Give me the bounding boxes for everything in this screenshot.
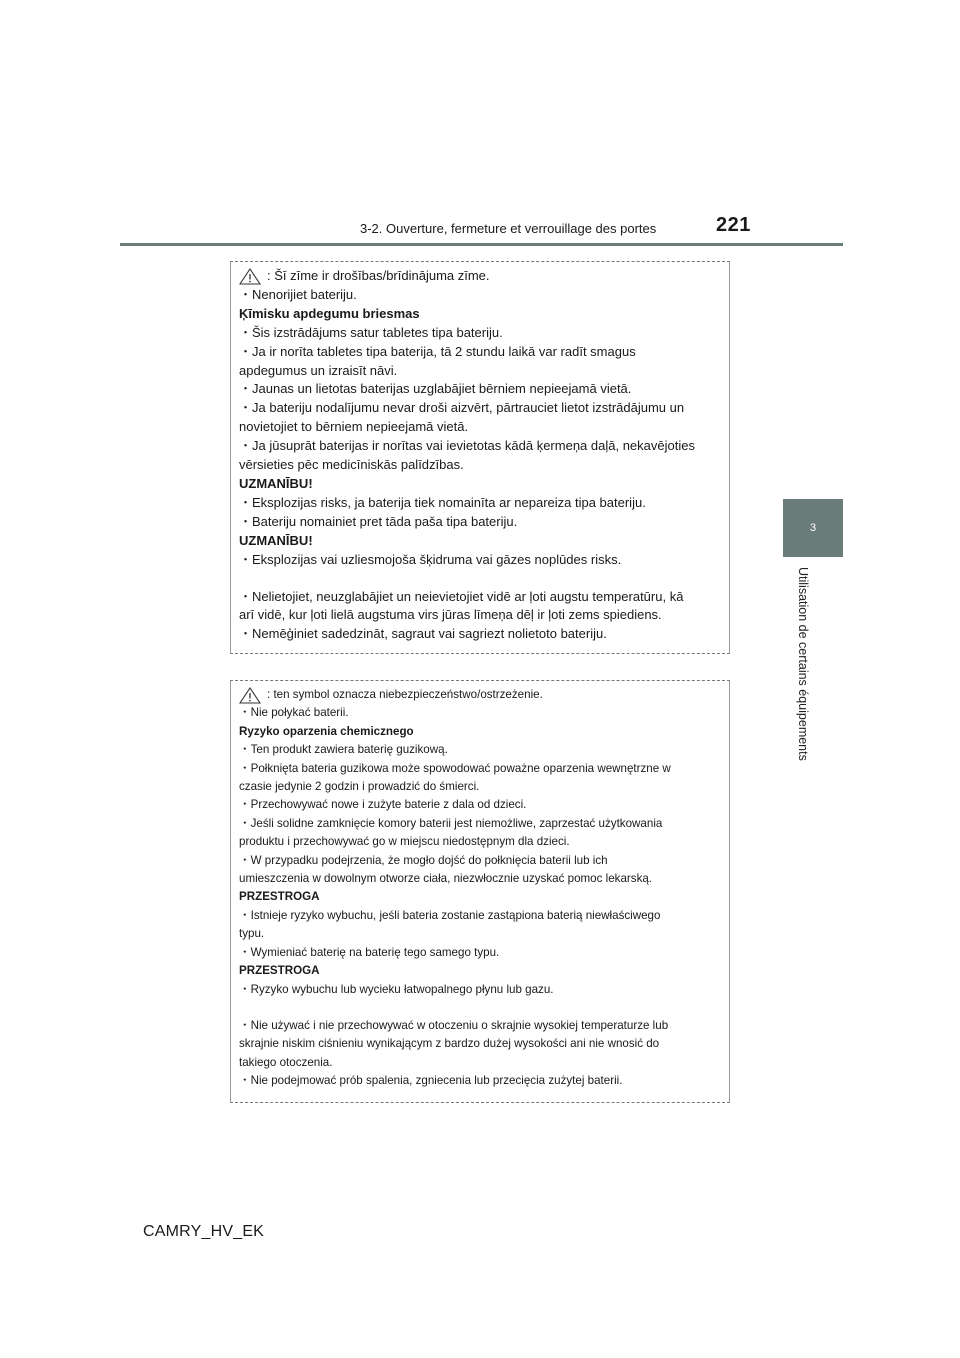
warning-intro-row — [239, 686, 721, 704]
warning-line: vērsieties pēc medicīniskās palīdzības. — [239, 457, 464, 473]
warning-line: apdegumus un izraisīt nāvi. — [239, 362, 398, 378]
warning-intro-text: : Šī zīme ir drošības/brīdinājuma zīme. — [267, 268, 490, 283]
warning-triangle-icon — [239, 268, 261, 285]
warning-line: produktu i przechowywać go w miejscu niedostępnym dla dzieci. — [239, 835, 570, 849]
warning-line: ・Jeśli solidne zamknięcie komory baterii jest niemożliwe, zaprzestać użytkowania — [239, 816, 663, 830]
warning-line: ・Nie używać i nie przechowywać w otoczeniu o skrajnie wysokiej temperaturze lub — [239, 1018, 669, 1032]
warning-line: novietojiet to bērniem nepieejamā vietā. — [239, 419, 469, 435]
warning-line: ・Nie podejmować prób spalenia, zgniecenia lub przecięcia zużytej baterii. — [239, 1074, 623, 1088]
warning-triangle-icon — [239, 687, 261, 704]
warning-lines — [239, 286, 721, 644]
warning-line: ・Eksplozijas vai uzliesmojoša šķidruma vai gāzes noplūdes risks. — [239, 551, 622, 567]
warning-line: ・Ryzyko wybuchu lub wycieku łatwopalnego płynu lub gazu. — [239, 982, 554, 996]
warning-line: ・Połknięta bateria guzikowa może spowodować poważne oparzenia wewnętrzne w — [239, 761, 671, 775]
warning-heading: PRZESTROGA — [239, 964, 320, 978]
warning-line: ・Eksplozijas risks, ja baterija tiek nomainīta ar nepareiza tipa bateriju. — [239, 494, 646, 510]
warning-line: skrajnie niskim ciśnieniu wynikającym z bardzo dużej wysokości ani nie wnosić do — [239, 1037, 660, 1051]
warning-line: ・Bateriju nomainiet pret tāda paša tipa bateriju. — [239, 513, 518, 529]
warning-line: arī vidē, kur ļoti lielā augstuma virs jūras līmeņa dēļ ir ļoti zems spiediens. — [239, 607, 662, 623]
warning-spacer — [239, 999, 721, 1017]
warning-heading: UZMANĪBU! — [239, 475, 313, 491]
warning-line: umieszczenia w dowolnym otworze ciała, niezwłocznie uzyskać pomoc lekarską. — [239, 872, 653, 886]
warning-heading: Ryzyko oparzenia chemicznego — [239, 724, 414, 738]
warning-line: ・Nie połykać baterii. — [239, 706, 349, 720]
warning-line: ・Nenorijiet bateriju. — [239, 286, 357, 302]
warning-line: ・Ja bateriju nodalījumu nevar droši aizvērt, pārtrauciet lietot izstrādājumu un — [239, 400, 685, 416]
warning-line: ・Istnieje ryzyko wybuchu, jeśli bateria zostanie zastąpiona baterią niewłaściwego — [239, 908, 661, 922]
warning-line: ・Przechowywać nowe i zużyte baterie z dala od dzieci. — [239, 798, 527, 812]
warning-line: ・Wymieniać baterię na baterię tego samego typu. — [239, 945, 500, 959]
warning-line: ・W przypadku podejrzenia, że mogło dojść do połknięcia baterii lub ich — [239, 853, 608, 867]
warning-heading: PRZESTROGA — [239, 890, 320, 904]
warning-heading: Ķīmisku apdegumu briesmas — [239, 305, 420, 321]
warning-spacer — [239, 570, 721, 588]
page-number: 221 — [716, 214, 751, 236]
warning-line: ・Ja ir norīta tabletes tipa baterija, tā 2 stundu laikā var radīt smagus — [239, 343, 636, 359]
chapter-side-label: Utilisation de certains équipements — [796, 567, 810, 761]
warning-line: ・Šis izstrādājums satur tabletes tipa bateriju. — [239, 324, 503, 340]
model-code: CAMRY_HV_EK — [143, 1223, 265, 1240]
warning-intro-text: : ten symbol oznacza niebezpieczeństwo/ostrzeżenie. — [267, 688, 543, 701]
header-divider — [120, 243, 843, 246]
warning-line: ・Ja jūsuprāt baterijas ir norītas vai ievietotas kādā ķermeņa daļā, nekavējoties — [239, 438, 695, 454]
warning-lines — [239, 704, 721, 1090]
warning-line: ・Nelietojiet, neuzglabājiet un neievietojiet vidē ar ļoti augstu temperatūru, kā — [239, 588, 684, 604]
warning-line: takiego otoczenia. — [239, 1055, 333, 1069]
warning-line: typu. — [239, 927, 265, 941]
warning-intro-row — [239, 267, 721, 286]
warning-line: ・Jaunas un lietotas baterijas uzglabājiet bērniem nepieejamā vietā. — [239, 381, 632, 397]
warning-line: ・Nemēģiniet sadedzināt, sagraut vai sagriezt nolietoto bateriju. — [239, 626, 607, 642]
warning-box-polish — [230, 680, 730, 1103]
chapter-tab — [783, 499, 843, 557]
warning-heading: UZMANĪBU! — [239, 532, 313, 548]
warning-box-latvian — [230, 261, 730, 654]
warning-line: czasie jedynie 2 godzin i prowadzić do śmierci. — [239, 780, 480, 794]
chapter-number: 3 — [809, 522, 817, 534]
warning-line: ・Ten produkt zawiera baterię guzikową. — [239, 743, 448, 757]
section-title: 3-2. Ouverture, fermeture et verrouillage des portes — [360, 221, 657, 236]
